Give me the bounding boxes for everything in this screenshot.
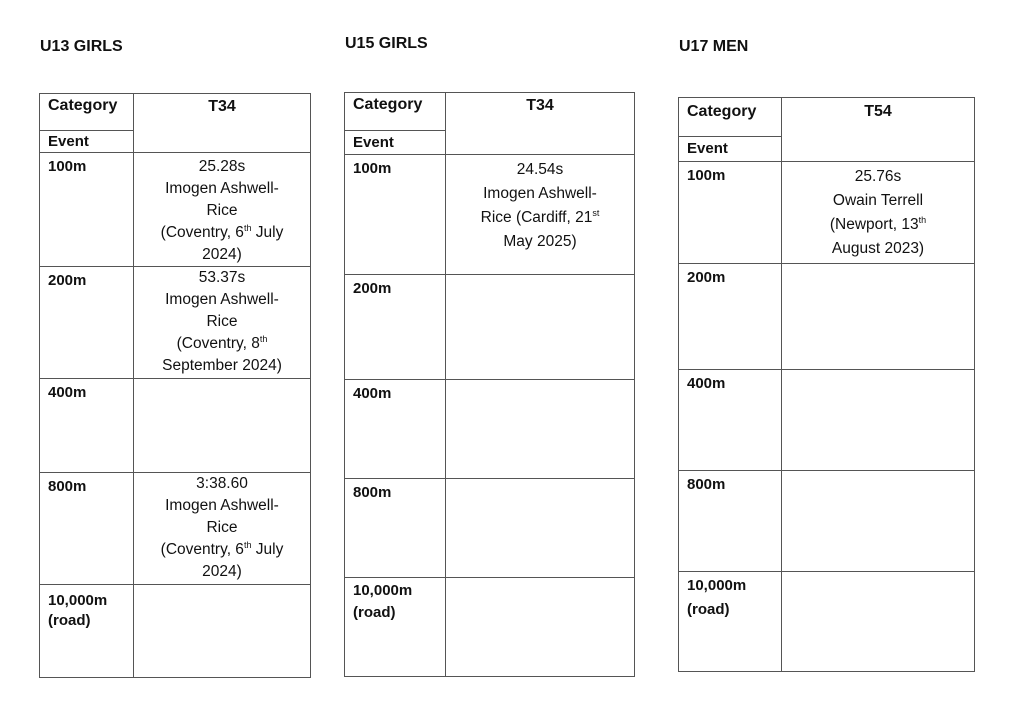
record-venue: (Coventry, 6th July <box>160 540 284 558</box>
event-cell: 100m <box>679 162 782 264</box>
event-cell: 200m <box>40 267 134 379</box>
category-label: Category <box>679 98 782 137</box>
record-cell <box>446 479 635 578</box>
record-cell <box>782 370 975 471</box>
record-cell <box>134 473 311 585</box>
record-year: August 2023) <box>831 240 925 257</box>
athlete-name: Imogen Ashwell- <box>165 180 279 197</box>
record-year: September 2024) <box>162 357 282 374</box>
athlete-name: Imogen Ashwell- <box>483 185 597 202</box>
event-cell: 10,000m (road) <box>679 572 782 672</box>
table-row <box>679 471 975 572</box>
record-cell <box>134 267 311 379</box>
table-row <box>679 572 975 672</box>
event-cell: 100m <box>345 155 446 275</box>
record-year: May 2025) <box>503 233 577 250</box>
record-time: 3:38.60 <box>196 475 248 492</box>
table-row <box>345 479 635 578</box>
class-header: T34 <box>134 94 311 153</box>
table-title: U13 GIRLS <box>40 38 123 55</box>
table-row <box>679 264 975 370</box>
event-cell: 800m <box>345 479 446 578</box>
athlete-name: Imogen Ashwell- <box>165 497 279 514</box>
record-cell <box>782 471 975 572</box>
event-cell: 800m <box>679 471 782 572</box>
event-cell: 10,000m (road) <box>345 578 446 677</box>
record-cell <box>446 155 635 275</box>
record-cell <box>782 264 975 370</box>
event-label: Event <box>345 131 446 155</box>
event-label: Event <box>679 137 782 162</box>
table-row <box>40 153 311 267</box>
record-cell <box>134 379 311 473</box>
table-row <box>40 379 311 473</box>
records-table-u17-men <box>678 97 975 672</box>
record-year: 2024) <box>202 246 242 263</box>
records-table-u13-girls <box>39 93 311 678</box>
event-label: Event <box>40 131 134 153</box>
event-cell: 200m <box>345 275 446 380</box>
table-row <box>40 267 311 379</box>
table-row <box>40 473 311 585</box>
athlete-name-cont: Rice <box>206 313 238 330</box>
record-cell <box>134 153 311 267</box>
table-row <box>345 380 635 479</box>
record-venue: (Coventry, 6th July <box>160 223 284 241</box>
athlete-name: Imogen Ashwell- <box>165 291 279 308</box>
athlete-name-cont: Rice <box>206 202 238 219</box>
event-cell: 200m <box>679 264 782 370</box>
record-year: 2024) <box>202 563 242 580</box>
record-cell <box>446 578 635 677</box>
athlete-name-cont: Rice <box>206 519 238 536</box>
event-cell: 800m <box>40 473 134 585</box>
event-cell: 100m <box>40 153 134 267</box>
records-table-u15-girls <box>344 92 635 677</box>
table-row <box>679 162 975 264</box>
record-cell <box>782 572 975 672</box>
record-cell <box>782 162 975 264</box>
record-time: 25.76s <box>854 168 902 185</box>
table-row <box>679 370 975 471</box>
athlete-name: Owain Terrell <box>832 192 924 209</box>
table-row <box>345 155 635 275</box>
table-title: U15 GIRLS <box>345 35 428 52</box>
record-cell <box>446 275 635 380</box>
event-cell: 10,000m (road) <box>40 585 134 678</box>
table-row <box>345 578 635 677</box>
record-cell <box>446 380 635 479</box>
event-cell: 400m <box>345 380 446 479</box>
event-cell: 400m <box>679 370 782 471</box>
event-cell: 400m <box>40 379 134 473</box>
record-time: 53.37s <box>198 269 246 286</box>
record-venue: (Newport, 13th <box>829 215 927 233</box>
record-venue: Rice (Cardiff, 21st <box>480 208 600 226</box>
class-header: T54 <box>782 98 975 162</box>
record-venue: (Coventry, 8th <box>176 334 268 352</box>
class-header: T34 <box>446 93 635 155</box>
category-label: Category <box>345 93 446 131</box>
record-cell <box>134 585 311 678</box>
table-row <box>40 585 311 678</box>
record-time: 25.28s <box>198 158 246 175</box>
table-row <box>345 275 635 380</box>
category-label: Category <box>40 94 134 131</box>
record-time: 24.54s <box>516 161 564 178</box>
table-title: U17 MEN <box>679 38 749 55</box>
